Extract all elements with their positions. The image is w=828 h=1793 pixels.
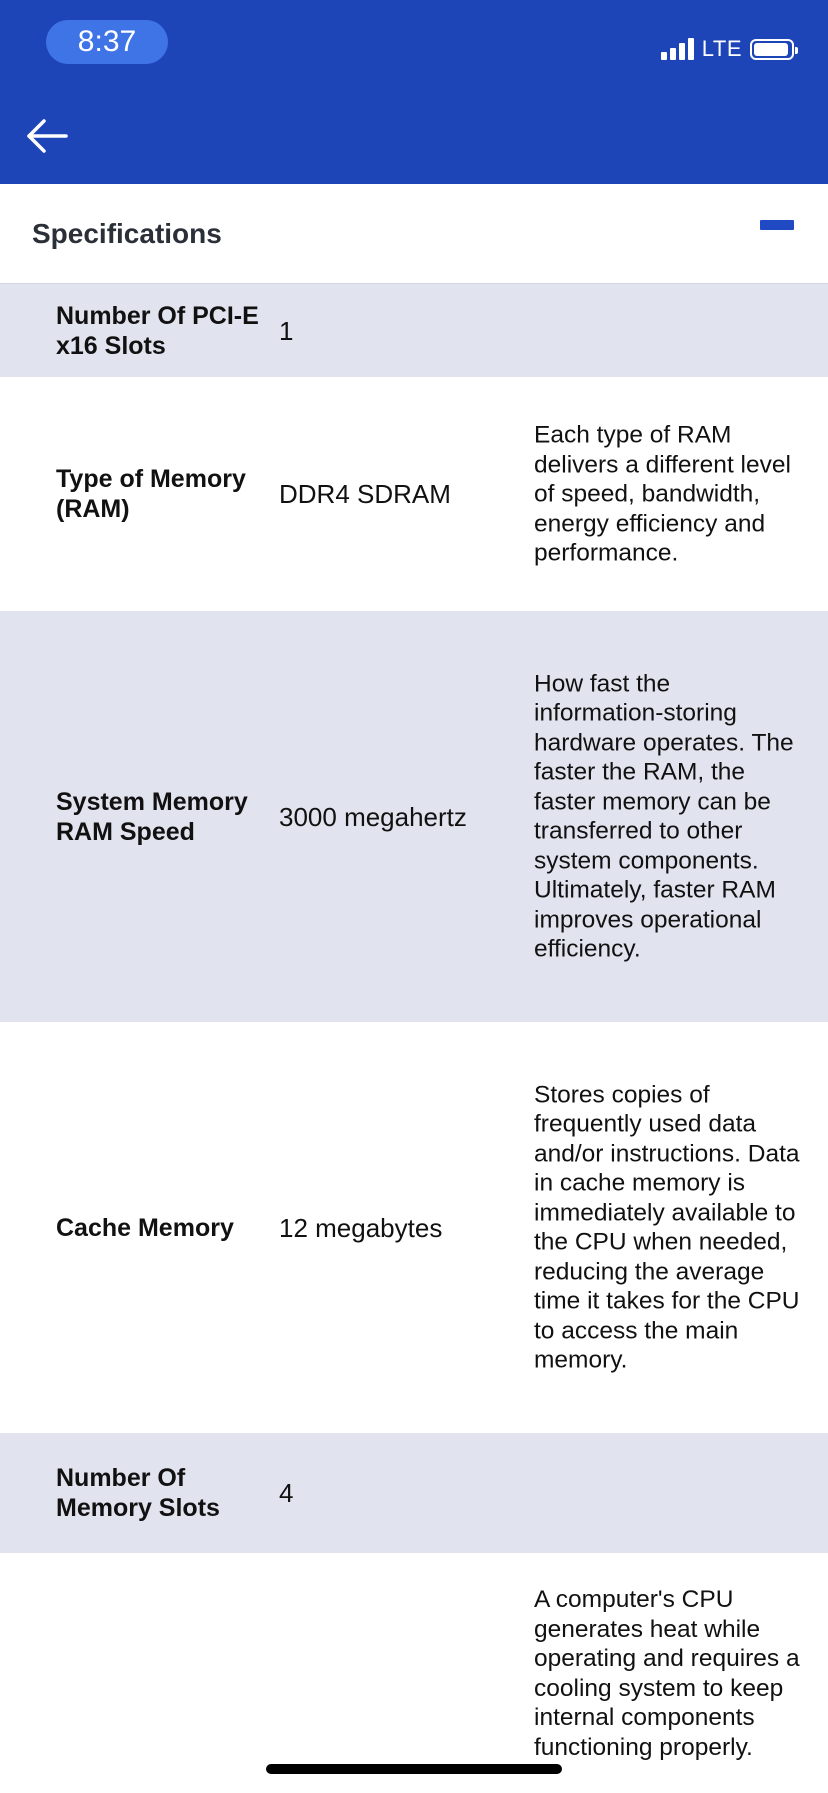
battery-icon [750,39,794,60]
spec-value: 4 [279,1478,294,1508]
spec-label: Number Of PCI-E x16 Slots [56,301,259,360]
minus-icon[interactable] [760,220,794,230]
spec-description: Stores copies of frequently used data and/or instructions. Data in cache memory is immediately available to the CPU when needed, reducing the average time it takes for the CPU to access the main memory. [534,1081,800,1374]
specifications-header[interactable] [0,184,828,284]
spec-table [0,284,828,1793]
spec-row-cooling [0,1553,828,1793]
spec-row-memory-slots [0,1433,828,1553]
spec-row-ram-speed [0,611,828,1022]
spec-value: 12 megabytes [279,1212,443,1243]
network-type: LTE [701,36,742,61]
spec-row-pcie-slots [0,284,828,377]
spec-description: How fast the information-storing hardware operates. The faster the RAM, the faster memory can be transferred to other system components. Ultimately, faster RAM improves operational efficiency. [534,670,794,963]
status-indicators [661,36,794,62]
spec-description: A computer's CPU generates heat while operating and requires a cooling system to keep internal components functioning properly. [534,1586,800,1761]
spec-label: Cache Memory [56,1213,234,1242]
section-title: Specifications [32,218,222,249]
spec-label: System Memory RAM Speed [56,787,248,846]
back-button[interactable] [20,110,70,160]
spec-label: Type of Memory (RAM) [56,465,246,523]
spec-label: Number Of Memory Slots [56,1464,220,1522]
spec-row-cache-memory [0,1022,828,1433]
arrow-left-icon [20,110,70,160]
spec-row-memory-type [0,377,828,611]
signal-icon [661,38,694,60]
status-time: 8:37 [46,20,168,64]
spec-value: 3000 megahertz [279,801,467,832]
home-indicator[interactable] [266,1764,562,1774]
spec-value: 1 [279,315,294,346]
app-header [0,0,828,184]
spec-description: Each type of RAM delivers a different level of speed, bandwidth, energy efficiency and performance. [534,421,791,567]
spec-value: DDR4 SDRAM [279,479,451,509]
